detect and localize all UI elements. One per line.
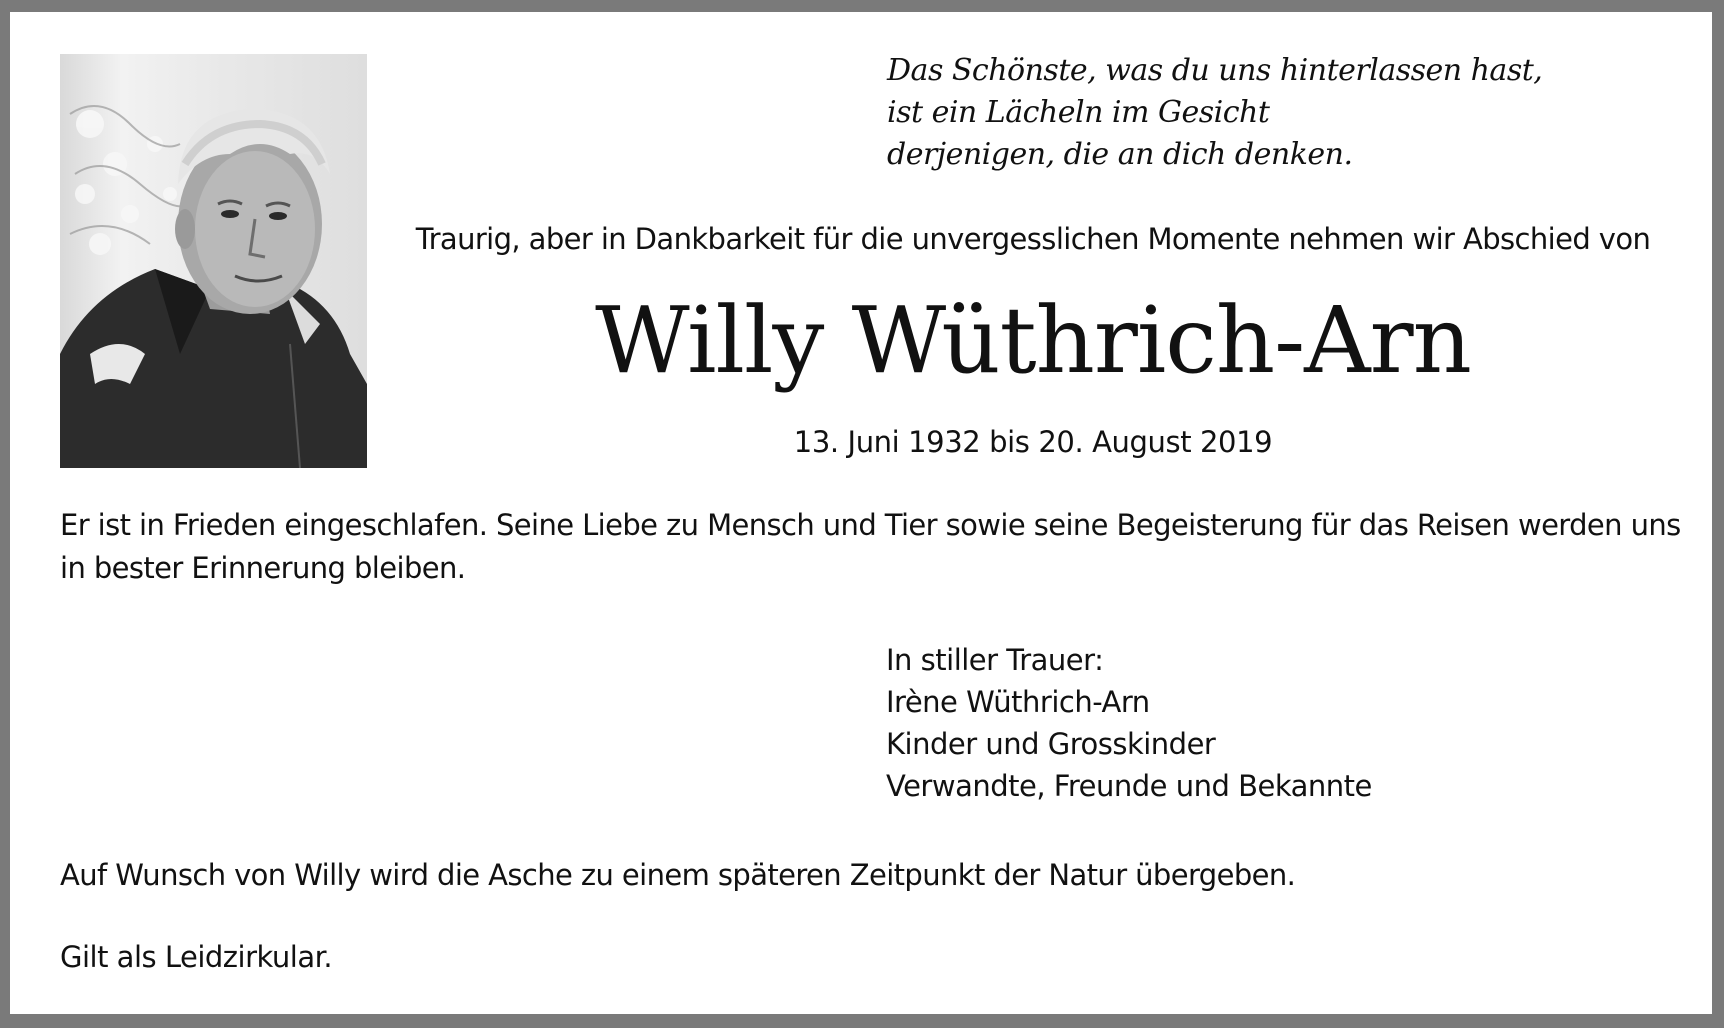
mourners-heading: In stiller Trauer:: [886, 643, 1104, 677]
mourner-entry: Kinder und Grosskinder: [886, 727, 1216, 761]
circular-note: Gilt als Leidzirkular.: [60, 940, 333, 974]
quote-line: Das Schönste, was du uns hinterlassen hast,: [887, 53, 1543, 88]
portrait-photo: [60, 54, 367, 468]
memorial-quote: [887, 50, 1542, 176]
memorial-text: Er ist in Frieden eingeschlafen. Seine Liebe zu Mensch und Tier sowie seine Begeisterung für das Reisen werden uns in bester Erinnerung bleiben.: [60, 508, 1681, 585]
farewell-intro: Traurig, aber in Dankbarkeit für die unvergesslichen Momente nehmen wir Abschied von: [415, 222, 1651, 256]
obituary-notice: [10, 12, 1712, 1014]
mourner-entry: Irène Wüthrich-Arn: [886, 685, 1150, 719]
mourners-list: [886, 639, 1372, 807]
quote-line: ist ein Lächeln im Gesicht: [887, 95, 1270, 130]
portrait-illustration: [60, 54, 367, 468]
funeral-wish: Auf Wunsch von Willy wird die Asche zu einem späteren Zeitpunkt der Natur übergeben.: [60, 858, 1296, 892]
quote-line: derjenigen, die an dich denken.: [887, 137, 1353, 172]
life-dates: 13. Juni 1932 bis 20. August 2019: [793, 425, 1273, 459]
deceased-name: Willy Wüthrich-Arn: [595, 287, 1471, 394]
mourner-entry: Verwandte, Freunde und Bekannte: [886, 769, 1372, 803]
